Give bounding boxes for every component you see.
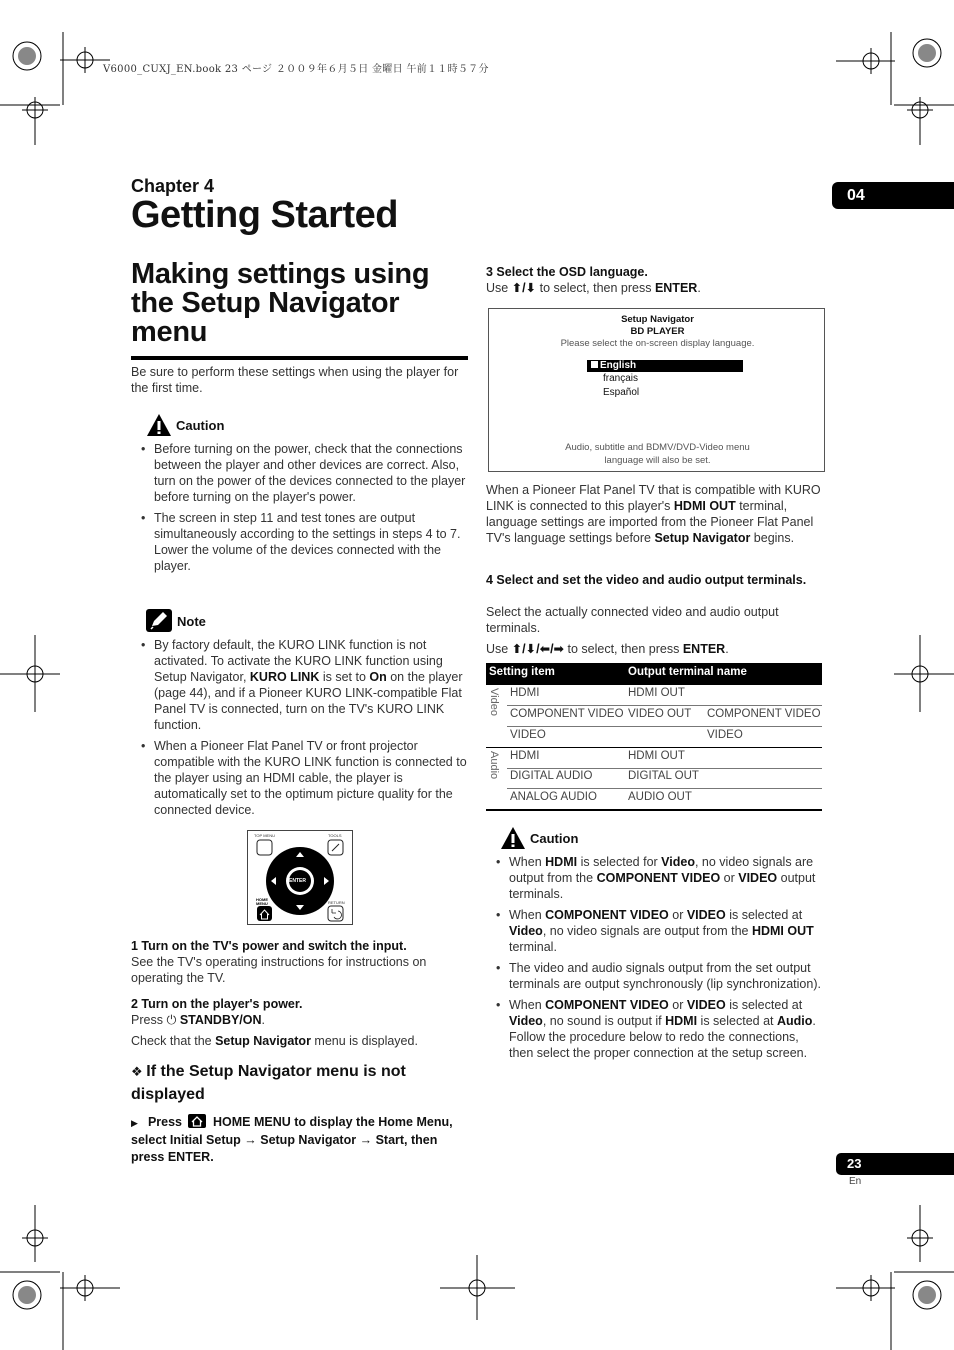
remote-home-label: HOME MENU — [256, 897, 268, 906]
caution-icon — [146, 413, 172, 437]
step1-body: See the TV's operating instructions for instructions on operating the TV. — [131, 955, 427, 985]
table-cell: VIDEO — [707, 729, 743, 741]
col-header-terminal: Output terminal name — [628, 666, 747, 678]
osd-language-english[interactable]: English — [587, 360, 743, 372]
triangle-icon: ▶ — [131, 1118, 148, 1128]
section-title: Making settings using the Setup Navigator menu — [131, 258, 430, 348]
list-item: • The screen in step 11 and test tones are output simultaneously according to the settings in steps 4 to 7. Lower the volume of the devices connected with the player. — [131, 510, 469, 574]
col-header-setting: Setting item — [489, 666, 555, 678]
remote-tools-label: TOOLS — [328, 833, 342, 838]
page-number: 23 — [836, 1153, 954, 1175]
osd-footer-line2: language will also be set. — [604, 455, 711, 466]
step4-use: Use ⬆/⬇/⬅/➡ to select, then press ENTER. — [486, 642, 729, 656]
note-icon — [146, 609, 172, 632]
chapter-tab: 04 — [832, 182, 954, 209]
list-item: • Before turning on the power, check that the connections between the player and other devices are correct. Also, turn on the power of the devices connected to the player before turning on the player's power. — [131, 441, 469, 505]
file-meta: V6000_CUXJ_EN.book 23 ページ ２００９年６月５日 金曜日 午前１１時５７分 — [103, 64, 489, 75]
video-group-label: Video — [488, 688, 500, 716]
direction-arrows-icon: ⬆/⬇/⬅/➡ — [511, 642, 565, 656]
table-cell: AUDIO OUT — [628, 791, 692, 803]
table-cell: HDMI OUT — [628, 750, 685, 762]
chapter-label: Chapter 4 — [131, 176, 215, 196]
output-table — [486, 685, 822, 811]
caution-icon-2 — [500, 826, 526, 850]
step2-check: Check that the Setup Navigator menu is displayed. — [131, 1034, 418, 1048]
audio-group-label: Audio — [488, 751, 500, 780]
list-item: • When HDMI is selected for Video, no video signals are output from the COMPONENT VIDEO or VIDEO output terminals. — [486, 854, 822, 902]
language-code: En — [849, 1176, 862, 1187]
step3-heading: 3 Select the OSD language. — [486, 265, 648, 279]
step4-body: Select the actually connected video and audio output terminals. — [486, 605, 779, 635]
list-item: • When COMPONENT VIDEO or VIDEO is selected at Video, no sound is output if HDMI is selected at Audio. Follow the procedure below to redo the connections, then select the proper connection at the setup screen. — [486, 997, 822, 1061]
remote-return-label: RETURN — [328, 900, 345, 905]
osd-subtitle: BD PLAYER — [630, 326, 685, 337]
step4-heading: 4 Select and set the video and audio output terminals. — [486, 573, 807, 587]
table-cell: HDMI OUT — [628, 687, 685, 699]
caution2-heading: Caution — [530, 831, 579, 846]
table-cell: VIDEO OUT — [628, 708, 692, 720]
list-item: • By factory default, the KURO LINK function is not activated. To activate the KURO LINK function using Setup Navigator, KURO LINK is set to On on the player (page 44), and if a Pioneer KURO LINK-compatible Flat Panel TV is connected, turn on the TV's KURO LINK function. — [131, 637, 469, 733]
kuro-link-paragraph: When a Pioneer Flat Panel TV that is compatible with KURO LINK is connected to this player's HDMI OUT terminal, language settings are imported from the Pioneer Flat Panel TV's language settings before Setup Navigator begins. — [486, 483, 821, 545]
table-cell: HDMI — [510, 687, 540, 699]
osd-language-spanish[interactable]: Español — [603, 387, 640, 398]
table-cell: VIDEO — [510, 729, 546, 741]
section-rule — [131, 356, 468, 360]
step1-heading: 1 Turn on the TV's power and switch the input. — [131, 939, 407, 953]
caution2-list — [486, 854, 822, 1066]
subsection-instruction: ▶ Press HOME MENU to display the Home Menu, select Initial Setup → Setup Navigator → Start, then press ENTER. — [131, 1115, 453, 1164]
step3-body: Use ⬆/⬇ to select, then press ENTER. — [486, 281, 701, 295]
table-cell: DIGITAL OUT — [628, 770, 699, 782]
remote-top-menu-label: TOP MENU — [254, 833, 275, 838]
step2-heading: 2 Turn on the player's power. — [131, 997, 303, 1011]
diamond-icon: ❖ — [131, 1064, 147, 1079]
home-icon — [188, 1114, 206, 1128]
subsection-title: ❖ If the Setup Navigator menu is not displayed — [131, 1063, 406, 1103]
list-item: • The video and audio signals output from the set output terminals are output synchronously (lip synchronization). — [486, 960, 822, 992]
table-header — [486, 663, 822, 685]
remote-enter-label: ENTER — [289, 878, 306, 884]
note-list — [131, 637, 469, 823]
osd-prompt: Please select the on-screen display language. — [560, 338, 755, 349]
table-cell: ANALOG AUDIO — [510, 791, 597, 803]
table-cell: DIGITAL AUDIO — [510, 770, 593, 782]
osd-title: Setup Navigator — [621, 314, 694, 325]
table-cell: HDMI — [510, 750, 540, 762]
intro-text: Be sure to perform these settings when using the player for the first time. — [131, 365, 459, 395]
list-item: • When a Pioneer Flat Panel TV or front projector compatible with the KURO LINK function is connected to the player using an HDMI cable, the player is automatically set to the optimum picture quality for the connected device. — [131, 738, 469, 818]
note-heading: Note — [177, 614, 206, 629]
list-item: • When COMPONENT VIDEO or VIDEO is selected at Video, no video signals are output from the HDMI OUT terminal. — [486, 907, 822, 955]
table-cell: COMPONENT VIDEO — [707, 708, 821, 720]
chapter-title: Getting Started — [131, 194, 398, 236]
osd-language-screen — [488, 308, 825, 472]
table-cell: COMPONENT VIDEO — [510, 708, 624, 720]
osd-language-french[interactable]: français — [603, 373, 639, 384]
step2-body: Press ⏻ STANDBY/ON. — [131, 1013, 266, 1027]
osd-footer-line1: Audio, subtitle and BDMV/DVD-Video menu — [565, 442, 750, 453]
caution-list — [131, 441, 469, 579]
caution-heading: Caution — [176, 418, 225, 433]
up-down-arrow-icon: ⬆/⬇ — [511, 281, 537, 295]
remote-illustration — [247, 830, 353, 925]
power-icon: ⏻ — [166, 1013, 180, 1027]
